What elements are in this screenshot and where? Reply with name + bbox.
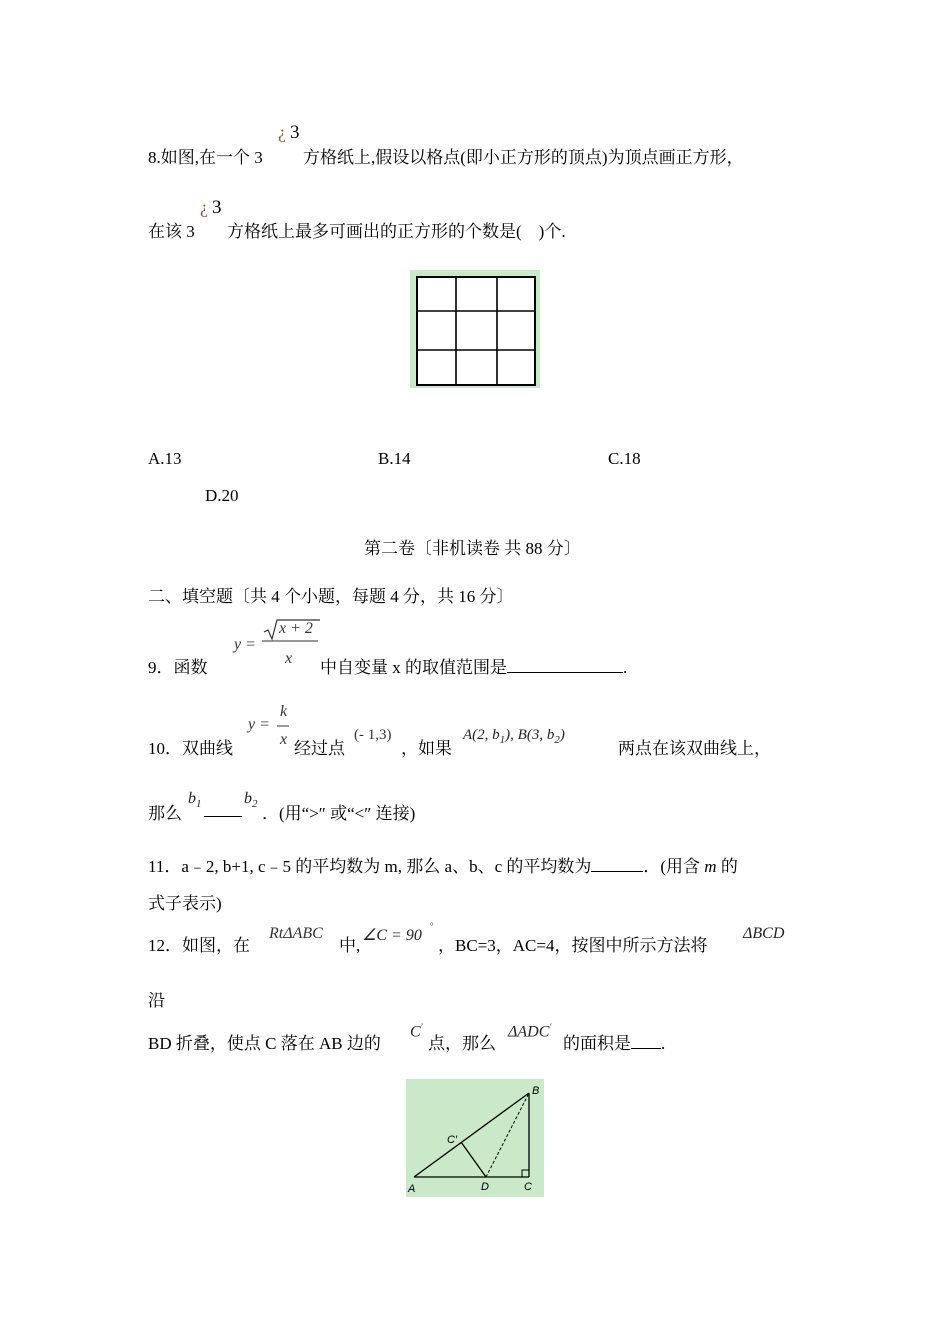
q10-line2-suffix: ．(用“>″ 或“<″ 连接) <box>262 804 416 823</box>
q10-formula-y: y = <box>248 716 270 733</box>
q11-line1-end: ．(用含 <box>643 857 701 876</box>
grid-svg <box>410 270 540 388</box>
q10-formula-num: k <box>280 703 288 720</box>
q10-passes: 经过点 <box>294 739 345 758</box>
q8-line1 <box>148 143 263 168</box>
q11-line1-text: 11．a﹣2, b+1, c﹣5 的平均数为 m, 那么 a、b、c 的平均数为 <box>148 857 592 876</box>
fold-line-bd <box>486 1093 529 1177</box>
q12-adc <box>508 1022 551 1041</box>
q12-answer-blank[interactable] <box>631 1032 661 1049</box>
q10-b1-letter: b <box>188 790 196 807</box>
q8-line2 <box>148 217 195 242</box>
q8-option-a: A.13 <box>148 449 182 468</box>
q12-tri: ΔBCD <box>743 925 785 942</box>
q12-angle: ∠C = 90 <box>362 927 422 944</box>
q12-line3-mid: 点，那么 <box>428 1034 496 1053</box>
q11-line1 <box>148 852 738 877</box>
q12-line3-prefix: BD 折叠，使点 C 落在 AB 边的 <box>148 1034 381 1053</box>
q8-sup-num-1: 3 <box>290 122 300 143</box>
label-b: B <box>532 1085 540 1097</box>
q9-formula-den: x <box>285 650 293 667</box>
q9-suffix-text: 中自变量 x 的取值范围是 <box>320 658 507 677</box>
grid-figure <box>410 270 540 388</box>
q12-prefix: 12．如图，在 <box>148 936 250 955</box>
q10-answer-blank[interactable] <box>204 800 242 817</box>
section2-subtitle: 二、填空题〔共 4 个小题，每题 4 分，共 16 分〕 <box>148 587 514 606</box>
q10-if: ，如果 <box>401 739 452 758</box>
q12-cprime-mark: ′ <box>420 1022 423 1032</box>
q9-prefix: 9．函数 <box>148 658 208 677</box>
q9-formula-y: y = <box>234 636 256 653</box>
right-angle-mark <box>522 1170 529 1177</box>
q12-given: ，BC=3，AC=4，按图中所示方法将 <box>438 936 708 955</box>
q10-point-b-text: ), B(3, b <box>505 727 555 743</box>
grid-border <box>417 277 535 385</box>
q8-line1-prefix: 8.如图,在一个 3 <box>148 148 263 167</box>
q8-option-d: D.20 <box>205 486 239 505</box>
side-ab <box>414 1093 529 1177</box>
triangle-svg <box>406 1079 544 1197</box>
q12-adc-mark: ′ <box>549 1022 552 1032</box>
q10-point-a-sub: 1 <box>499 734 506 746</box>
q8-line2-prefix: 在该 3 <box>148 222 195 241</box>
q10-line2 <box>148 799 182 824</box>
q10-tail: 两点在该双曲线上， <box>618 739 771 758</box>
q8-line2-suffix: 方格纸上最多可画出的正方形的个数是( )个. <box>227 222 566 241</box>
q12-cprime-letter: C <box>410 1023 421 1041</box>
q10-fraction-bar <box>277 724 291 728</box>
q10-point: (- 1,3) <box>354 727 392 743</box>
q12-end: . <box>661 1034 666 1053</box>
q12-line3-suffix <box>563 1029 665 1054</box>
q12-line3-suffix-text: 的面积是 <box>563 1034 631 1053</box>
q10-b1-sub: 1 <box>196 798 202 811</box>
q8-option-b: B.14 <box>378 449 411 468</box>
q11-line1-tail: 的 <box>720 857 738 876</box>
q9-end: . <box>623 658 628 677</box>
q10-point-b-sub: 2 <box>554 734 560 746</box>
q11-answer-blank[interactable] <box>591 855 643 872</box>
q8-sup-mark-2: ¿ <box>200 197 208 217</box>
q10-point-a <box>463 727 565 746</box>
q10-b1 <box>188 790 202 810</box>
q10-prefix: 10．双曲线 <box>148 739 233 758</box>
q10-formula-den: x <box>280 731 288 748</box>
q11-m: m <box>704 857 717 876</box>
q8-sup-mark-1: ¿ <box>278 122 286 142</box>
q8-line1-suffix: 方格纸上,假设以格点(即小正方形的顶点)为顶点画正方形， <box>303 148 744 167</box>
q8-option-c: C.18 <box>608 449 641 468</box>
label-d: D <box>481 1181 489 1193</box>
q10-point-a-text: A(2, b <box>463 727 500 743</box>
q10-b2-letter: b <box>244 790 252 807</box>
label-c-prime: C′ <box>447 1134 458 1146</box>
q10-b2-sub: 2 <box>252 798 258 811</box>
q12-adc-text: ΔADC <box>508 1023 550 1041</box>
q9-suffix <box>320 653 627 678</box>
q12-line2: 沿 <box>148 991 165 1010</box>
q11-line2: 式子表示) <box>148 894 222 913</box>
label-c: C <box>524 1181 532 1193</box>
q9-answer-blank[interactable] <box>507 656 623 673</box>
triangle-figure <box>406 1079 544 1197</box>
q8-sup-num-2: 3 <box>212 197 222 218</box>
segment-c-prime-d <box>461 1142 486 1177</box>
q12-deg: ° <box>430 921 434 931</box>
q10-b2 <box>244 790 258 810</box>
q12-cprime <box>410 1022 423 1041</box>
q10-close: ) <box>559 727 565 743</box>
section2-title: 第二卷〔非机读卷 共 88 分〕 <box>364 539 581 558</box>
q12-rt: RtΔABC <box>269 925 323 942</box>
q10-line2-prefix: 那么 <box>148 804 182 823</box>
label-a: A <box>408 1183 416 1195</box>
q9-formula-num: x + 2 <box>279 620 313 637</box>
q12-mid: 中, <box>339 936 361 955</box>
